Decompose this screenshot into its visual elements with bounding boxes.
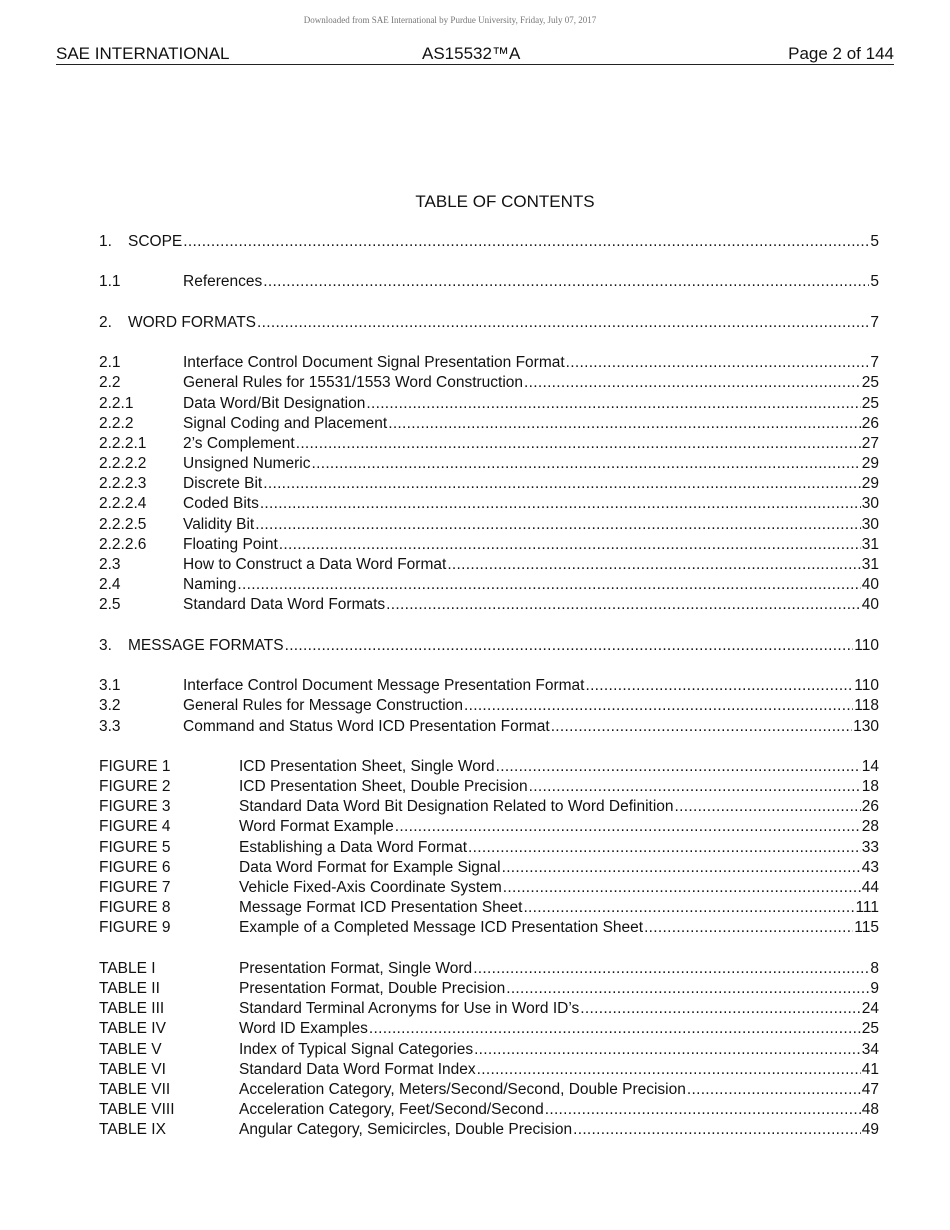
- table-of-contents: [99, 232, 879, 1161]
- toc-entry-number: TABLE VI: [99, 1060, 166, 1078]
- toc-entry[interactable]: [99, 353, 879, 373]
- toc-entry-number: 2.2.2.5: [99, 515, 147, 533]
- toc-dot-leader: [545, 1100, 861, 1120]
- toc-entry[interactable]: [99, 999, 879, 1019]
- toc-entry-page: 29: [861, 455, 879, 473]
- toc-entry[interactable]: [99, 232, 879, 252]
- toc-entry-page: 41: [861, 1060, 879, 1078]
- toc-entry-page: 27: [861, 434, 879, 452]
- toc-entry[interactable]: [99, 1080, 879, 1100]
- toc-dot-leader: [477, 1060, 861, 1080]
- toc-section: [99, 676, 879, 737]
- toc-title: TABLE OF CONTENTS: [415, 192, 595, 211]
- toc-entry-title: Standard Data Word Formats: [183, 596, 386, 614]
- page-header: [56, 44, 894, 65]
- toc-dot-leader: [255, 515, 861, 535]
- toc-dot-leader: [263, 272, 869, 292]
- toc-dot-leader: [388, 414, 861, 434]
- toc-entry[interactable]: [99, 878, 879, 898]
- toc-entry[interactable]: [99, 1060, 879, 1080]
- toc-entry-number: 2.5: [99, 596, 121, 614]
- toc-entry-title: Word Format Example: [239, 818, 394, 836]
- toc-entry-title: Standard Data Word Format Index: [239, 1060, 476, 1078]
- toc-dot-leader: [257, 313, 869, 333]
- toc-entry[interactable]: [99, 535, 879, 555]
- toc-entry-number: FIGURE 4: [99, 818, 171, 836]
- toc-entry-number: 3.: [99, 636, 112, 654]
- toc-entry[interactable]: [99, 898, 879, 918]
- toc-entry-page: 5: [870, 233, 879, 250]
- toc-entry-number: 2.2: [99, 374, 121, 392]
- toc-dot-leader: [473, 959, 869, 979]
- toc-entry-title: Vehicle Fixed-Axis Coordinate System: [239, 879, 502, 896]
- toc-dot-leader: [464, 696, 853, 716]
- toc-entry[interactable]: [99, 777, 879, 797]
- toc-entry-number: FIGURE 6: [99, 858, 171, 876]
- toc-entry[interactable]: [99, 979, 879, 999]
- toc-entry[interactable]: [99, 676, 879, 696]
- toc-entry-title: Acceleration Category, Feet/Second/Second: [239, 1101, 544, 1119]
- toc-dot-leader: [644, 918, 853, 938]
- toc-entry-page: 25: [861, 374, 879, 392]
- toc-dot-leader: [369, 1019, 861, 1039]
- toc-dot-leader: [585, 676, 853, 696]
- toc-dot-leader: [529, 777, 861, 797]
- toc-entry-number: TABLE IX: [99, 1121, 166, 1139]
- toc-entry-page: 110: [854, 636, 879, 654]
- toc-entry-page: 48: [861, 1101, 879, 1119]
- toc-entry-title: Message Format ICD Presentation Sheet: [239, 899, 523, 917]
- toc-entry[interactable]: [99, 797, 879, 817]
- toc-entry-title: Interface Control Document Message Presentation Format: [183, 677, 585, 695]
- toc-entry-page: 49: [861, 1121, 879, 1139]
- toc-entry-page: 26: [861, 798, 879, 816]
- toc-entry-number: 2.4: [99, 576, 121, 594]
- toc-entry-title: Coded Bits: [183, 495, 259, 513]
- toc-entry[interactable]: [99, 696, 879, 716]
- toc-entry-page: 24: [861, 1000, 879, 1018]
- toc-entry-title: How to Construct a Data Word Format: [183, 556, 447, 573]
- toc-entry-page: 40: [861, 596, 879, 614]
- toc-entry-number: FIGURE 8: [99, 899, 171, 917]
- toc-entry-page: 5: [870, 273, 879, 291]
- toc-dot-leader: [496, 757, 861, 777]
- toc-entry-number: 2.: [99, 313, 112, 331]
- toc-entry-page: 47: [861, 1080, 879, 1098]
- toc-entry[interactable]: [99, 1019, 879, 1039]
- toc-entry[interactable]: [99, 858, 879, 878]
- toc-dot-leader: [551, 717, 852, 737]
- toc-dot-leader: [386, 595, 861, 615]
- toc-entry-page: 31: [861, 556, 879, 573]
- toc-entry-title: General Rules for Message Construction: [183, 697, 463, 715]
- toc-entry-title: Standard Terminal Acronyms for Use in Word ID’s: [239, 1000, 580, 1018]
- toc-entry-number: 2.2.2.2: [99, 455, 147, 473]
- toc-entry-number: 1.1: [99, 273, 121, 291]
- toc-section: [99, 757, 879, 939]
- toc-entry-page: 43: [861, 858, 879, 876]
- toc-entry-page: 25: [861, 1020, 879, 1038]
- toc-entry[interactable]: [99, 1040, 879, 1060]
- toc-dot-leader: [279, 535, 861, 555]
- toc-dot-leader: [447, 555, 860, 575]
- toc-entry[interactable]: [99, 918, 879, 938]
- toc-entry-page: 30: [861, 515, 879, 533]
- toc-dot-leader: [687, 1080, 861, 1100]
- toc-entry-page: 8: [870, 959, 879, 977]
- toc-entry-title: ICD Presentation Sheet, Double Precision: [239, 778, 528, 796]
- toc-entry-number: 2.2.1: [99, 394, 134, 412]
- toc-entry-page: 7: [870, 313, 879, 331]
- toc-dot-leader: [183, 232, 869, 252]
- toc-entry[interactable]: [99, 959, 879, 979]
- toc-dot-leader: [296, 434, 861, 454]
- toc-entry[interactable]: [99, 394, 879, 414]
- toc-entry-number: 2.2.2.4: [99, 495, 147, 513]
- toc-dot-leader: [366, 394, 860, 414]
- toc-entry[interactable]: [99, 434, 879, 454]
- toc-dot-leader: [263, 474, 861, 494]
- toc-entry-page: 26: [861, 414, 879, 432]
- toc-entry-number: 2.2.2.1: [99, 434, 147, 452]
- toc-dot-leader: [285, 636, 854, 656]
- toc-entry-number: FIGURE 1: [99, 757, 171, 775]
- toc-entry-title: Example of a Completed Message ICD Presentation Sheet: [239, 919, 644, 937]
- toc-entry-title: Establishing a Data Word Format: [239, 838, 468, 856]
- header-document-number: AS15532™A: [422, 44, 521, 63]
- toc-entry-title: MESSAGE FORMATS: [128, 636, 284, 654]
- toc-entry-page: 14: [861, 757, 879, 775]
- toc-dot-leader: [523, 898, 854, 918]
- toc-dot-leader: [474, 1040, 861, 1060]
- toc-entry-number: 3.1: [99, 677, 121, 695]
- toc-entry-title: Discrete Bit: [183, 475, 263, 493]
- toc-entry-page: 29: [861, 475, 879, 493]
- toc-dot-leader: [468, 838, 861, 858]
- toc-dot-leader: [524, 373, 861, 393]
- header-page-number: Page 2 of 144: [788, 44, 894, 63]
- toc-dot-leader: [395, 817, 861, 837]
- toc-entry-number: TABLE V: [99, 1040, 162, 1058]
- toc-entry-page: 111: [855, 899, 879, 917]
- toc-entry-number: FIGURE 5: [99, 838, 171, 856]
- toc-entry[interactable]: [99, 1120, 879, 1140]
- toc-entry-number: FIGURE 9: [99, 919, 171, 937]
- toc-entry-number: FIGURE 7: [99, 879, 171, 896]
- toc-entry-page: 25: [861, 394, 879, 412]
- toc-entry-number: 2.1: [99, 354, 121, 372]
- toc-entry-page: 40: [861, 576, 879, 594]
- toc-dot-leader: [675, 797, 861, 817]
- toc-section: [99, 232, 879, 252]
- toc-entry-title: General Rules for 15531/1553 Word Construction: [183, 374, 524, 392]
- toc-dot-leader: [237, 575, 860, 595]
- toc-entry-page: 30: [861, 495, 879, 513]
- toc-entry-title: WORD FORMATS: [128, 313, 257, 331]
- toc-entry-title: Interface Control Document Signal Presentation Format: [183, 354, 565, 372]
- toc-entry-number: TABLE II: [99, 979, 160, 997]
- toc-entry-page: 44: [861, 879, 879, 896]
- toc-entry[interactable]: [99, 474, 879, 494]
- toc-entry-page: 118: [854, 697, 879, 715]
- toc-entry[interactable]: [99, 373, 879, 393]
- toc-entry-title: Presentation Format, Single Word: [239, 959, 473, 977]
- toc-entry[interactable]: [99, 454, 879, 474]
- toc-entry-page: 33: [861, 838, 879, 856]
- toc-entry[interactable]: [99, 515, 879, 535]
- toc-entry-title: SCOPE: [128, 233, 183, 250]
- toc-entry-title: Standard Data Word Bit Designation Related to Word Definition: [239, 798, 674, 816]
- toc-entry[interactable]: [99, 313, 879, 333]
- toc-entry-page: 18: [861, 778, 879, 796]
- toc-entry-title: References: [183, 273, 263, 291]
- toc-entry-number: TABLE III: [99, 1000, 165, 1018]
- toc-entry-number: 2.2.2.6: [99, 535, 147, 553]
- download-watermark: Downloaded from SAE International by Purdue University, Friday, July 07, 2017: [303, 15, 597, 25]
- toc-entry-number: TABLE I: [99, 959, 156, 977]
- toc-entry-number: TABLE IV: [99, 1020, 166, 1038]
- toc-entry-title: Presentation Format, Double Precision: [239, 979, 506, 997]
- toc-dot-leader: [573, 1120, 861, 1140]
- toc-entry-page: 31: [861, 535, 879, 553]
- toc-entry-title: 2’s Complement: [183, 434, 295, 452]
- toc-entry-number: 2.2.2: [99, 414, 134, 432]
- toc-entry[interactable]: [99, 595, 879, 615]
- toc-entry-title: Unsigned Numeric: [183, 455, 311, 473]
- header-organization: SAE INTERNATIONAL: [56, 44, 230, 63]
- toc-entry-number: FIGURE 3: [99, 798, 171, 816]
- toc-section: [99, 636, 879, 656]
- toc-entry-title: Floating Point: [183, 535, 278, 553]
- toc-entry-page: 110: [854, 677, 879, 695]
- toc-entry[interactable]: [99, 757, 879, 777]
- toc-entry-number: FIGURE 2: [99, 778, 171, 796]
- toc-dot-leader: [580, 999, 860, 1019]
- toc-entry-title: Word ID Examples: [239, 1020, 368, 1038]
- toc-entry-number: 3.3: [99, 717, 121, 735]
- toc-entry[interactable]: [99, 414, 879, 434]
- toc-entry[interactable]: [99, 717, 879, 737]
- toc-entry[interactable]: [99, 817, 879, 837]
- toc-entry-title: Command and Status Word ICD Presentation Format: [183, 717, 550, 735]
- toc-entry-number: TABLE VII: [99, 1080, 171, 1098]
- toc-entry-page: 34: [861, 1040, 879, 1058]
- toc-dot-leader: [502, 858, 861, 878]
- toc-dot-leader: [566, 353, 870, 373]
- toc-entry[interactable]: [99, 494, 879, 514]
- toc-section: [99, 313, 879, 333]
- toc-entry-title: Signal Coding and Placement: [183, 414, 388, 432]
- toc-entry-page: 28: [861, 818, 879, 836]
- toc-entry-title: ICD Presentation Sheet, Single Word: [239, 757, 495, 775]
- toc-entry-title: Data Word Format for Example Signal: [239, 858, 501, 876]
- toc-entry-number: 1.: [99, 233, 112, 250]
- toc-entry[interactable]: [99, 838, 879, 858]
- toc-dot-leader: [506, 979, 869, 999]
- toc-section: [99, 959, 879, 1141]
- toc-entry-title: Data Word/Bit Designation: [183, 394, 366, 412]
- toc-entry-number: 2.2.2.3: [99, 475, 147, 493]
- toc-section: [99, 272, 879, 292]
- toc-dot-leader: [312, 454, 861, 474]
- toc-entry[interactable]: [99, 1100, 879, 1120]
- toc-entry-title: Angular Category, Semicircles, Double Precision: [239, 1121, 573, 1139]
- toc-entry-page: 7: [870, 354, 879, 372]
- toc-entry-page: 115: [854, 919, 879, 937]
- toc-section: [99, 353, 879, 615]
- toc-entry[interactable]: [99, 555, 879, 575]
- toc-dot-leader: [260, 494, 861, 514]
- toc-entry-page: 9: [870, 979, 879, 997]
- toc-entry[interactable]: [99, 575, 879, 595]
- toc-entry-number: TABLE VIII: [99, 1101, 175, 1119]
- toc-entry-title: Index of Typical Signal Categories: [239, 1040, 474, 1058]
- toc-entry-page: 130: [853, 717, 879, 735]
- toc-entry-title: Naming: [183, 576, 237, 594]
- toc-entry[interactable]: [99, 636, 879, 656]
- toc-entry-title: Validity Bit: [183, 515, 255, 533]
- toc-dot-leader: [503, 878, 861, 898]
- toc-entry[interactable]: [99, 272, 879, 292]
- toc-entry-title: Acceleration Category, Meters/Second/Second, Double Precision: [239, 1080, 686, 1098]
- toc-entry-number: 2.3: [99, 556, 121, 573]
- toc-entry-number: 3.2: [99, 697, 121, 715]
